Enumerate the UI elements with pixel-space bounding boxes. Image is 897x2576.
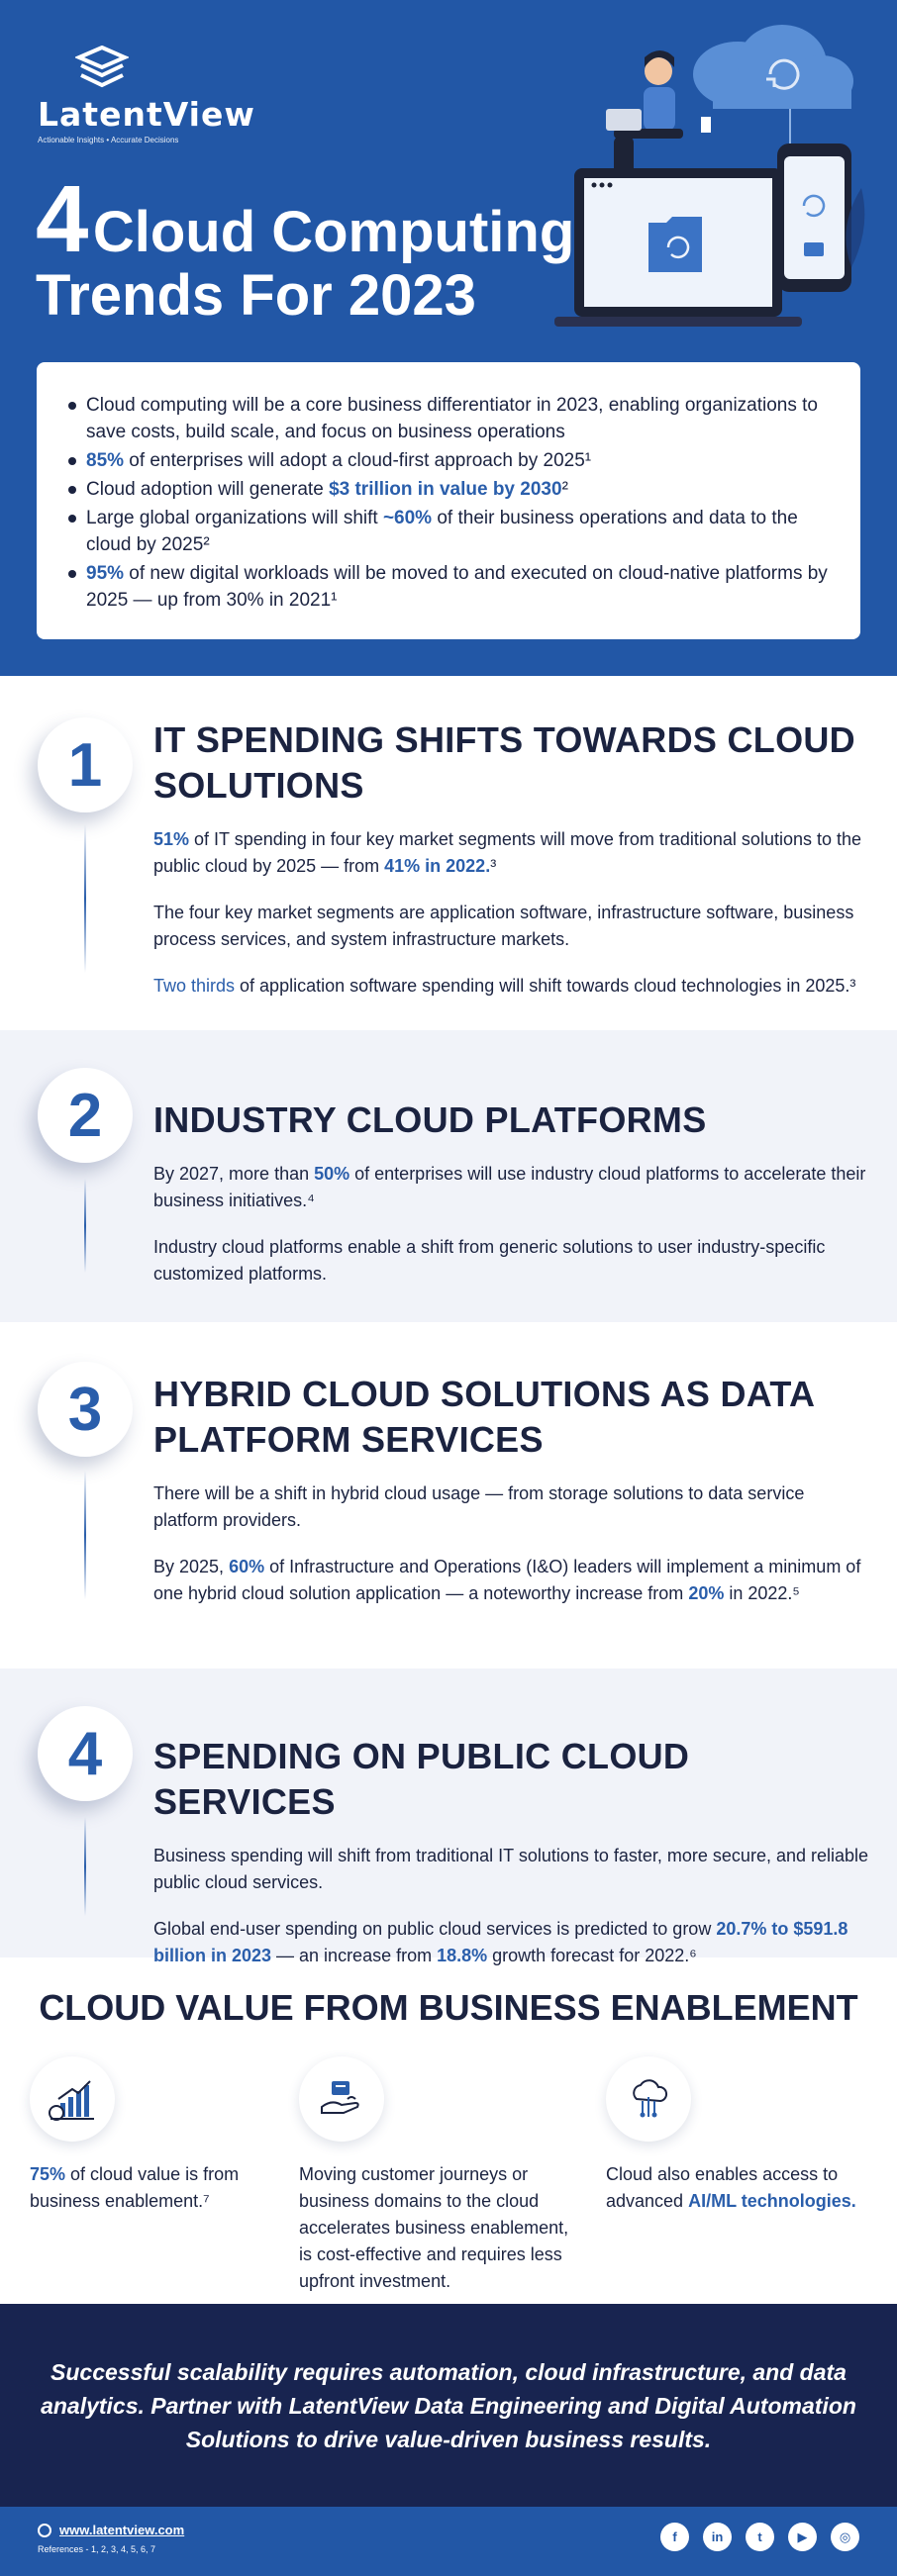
cloud-network-icon: [606, 2056, 691, 2142]
section-title: INDUSTRY CLOUD PLATFORMS: [153, 1099, 707, 1140]
section-paragraph: Global end-user spending on public cloud services is predicted to grow 20.7% to $591.8 billion in 2023 — an increase from 18.8% growth forecast for 2022.⁶: [153, 1919, 848, 1965]
brand-logo[interactable]: [38, 46, 255, 144]
section-number-badge: 4: [38, 1706, 133, 1801]
section-paragraph: 51% of IT spending in four key market segments will move from traditional solutions to the public cloud by 2025 — from 41% in 2022.³: [153, 829, 862, 876]
cloud-value-section: [0, 1957, 897, 2304]
key-stats-box: [37, 362, 860, 639]
youtube-icon[interactable]: ▶: [788, 2523, 817, 2551]
stat-bullet: Cloud computing will be a core business differentiator in 2023, enabling organizations to save costs, build scale, and focus on business operations: [66, 392, 831, 445]
bar-chart-coin-icon: [30, 2056, 115, 2142]
trend-section-2: [0, 1030, 897, 1322]
cloud-value-text: 75% of cloud value is from business enablement.⁷: [30, 2164, 240, 2211]
instagram-icon[interactable]: ◎: [831, 2523, 859, 2551]
section-title: HYBRID CLOUD SOLUTIONS AS DATA PLATFORM SERVICES: [153, 1374, 814, 1460]
references[interactable]: References - 1, 2, 3, 4, 5, 6, 7: [38, 2544, 156, 2554]
section-divider-line: [84, 824, 86, 973]
section-paragraph: Two thirds of application software spending will shift towards cloud technologies in 2025.³: [153, 976, 856, 996]
stat-bullet: Large global organizations will shift ~60% of their business operations and data to the cloud by 2025²: [66, 505, 831, 558]
title-line-1: Cloud Computing: [92, 200, 575, 264]
hero-section: [0, 0, 897, 676]
cloud-value-item: [606, 2056, 873, 2215]
twitter-icon[interactable]: t: [746, 2523, 774, 2551]
cloud-value-text: Cloud also enables access to advanced AI/ML technologies.: [606, 2164, 856, 2211]
phone-icon: [777, 143, 851, 292]
section-title: SPENDING ON PUBLIC CLOUD SERVICES: [153, 1736, 690, 1822]
facebook-icon[interactable]: f: [660, 2523, 689, 2551]
section-paragraph: The four key market segments are application software, infrastructure software, business process services, and system infrastructure markets.: [153, 903, 854, 949]
page-title: [36, 166, 575, 328]
section-number-badge: 1: [38, 717, 133, 812]
social-links: [660, 2523, 859, 2551]
linkedin-icon[interactable]: in: [703, 2523, 732, 2551]
cloud-value-item: [299, 2056, 586, 2295]
cta-text: Successful scalability requires automation, cloud infrastructure, and data analytics. Partner with LatentView Data Engineering and Digital Automation Solutions to drive value-driven business results.: [41, 2358, 856, 2452]
stat-bullet: 95% of new digital workloads will be moved to and executed on cloud-native platforms by 2025 — up from 30% in 2021¹: [66, 560, 831, 614]
stat-bullet: Cloud adoption will generate $3 trillion in value by 2030²: [66, 476, 831, 503]
laptop-icon: [554, 168, 802, 327]
trend-section-3: [0, 1322, 897, 1669]
cloud-value-text: Moving customer journeys or business domains to the cloud accelerates business enablement, is cost-effective and requires less upfront investment.: [299, 2164, 569, 2291]
section-paragraph: Business spending will shift from traditional IT solutions to faster, more secure, and reliable public cloud services.: [153, 1846, 869, 1892]
section-title: IT SPENDING SHIFTS TOWARDS CLOUD SOLUTIONS: [153, 719, 855, 806]
footer: [0, 2507, 897, 2576]
section-divider-line: [84, 1179, 86, 1273]
section-number-badge: 2: [38, 1068, 133, 1163]
stat-bullet: 85% of enterprises will adopt a cloud-first approach by 2025¹: [66, 447, 831, 474]
trend-section-4: [0, 1669, 897, 1965]
title-number: 4: [36, 166, 89, 272]
globe-icon: [38, 2524, 51, 2537]
cloud-value-title: CLOUD VALUE FROM BUSINESS ENABLEMENT: [39, 1987, 858, 2028]
section-number-badge: 3: [38, 1362, 133, 1457]
cloud-value-item: [30, 2056, 277, 2215]
logo-mark-icon: [75, 46, 129, 89]
hand-journey-icon: [299, 2056, 384, 2142]
section-divider-line: [84, 1471, 86, 1599]
brand-tagline: Actionable Insights • Accurate Decisions: [38, 136, 179, 144]
website-link[interactable]: [38, 2523, 184, 2537]
cloud-sync-icon: [693, 25, 853, 109]
cloud-computing-illustration: [554, 20, 891, 346]
brand-name: LatentView: [38, 95, 255, 134]
section-paragraph: There will be a shift in hybrid cloud usage — from storage solutions to data service platform providers.: [153, 1483, 805, 1530]
cta-banner: [0, 2304, 897, 2507]
section-divider-line: [84, 1817, 86, 1916]
section-paragraph: By 2025, 60% of Infrastructure and Operations (I&O) leaders will implement a minimum of one hybrid cloud solution application — a noteworthy increase from 20% in 2022.⁵: [153, 1557, 861, 1603]
website-url[interactable]: www.latentview.com: [59, 2523, 185, 2537]
section-paragraph: By 2027, more than 50% of enterprises will use industry cloud platforms to accelerate their business initiatives.⁴: [153, 1164, 866, 1210]
trend-section-1: [0, 676, 897, 1030]
section-paragraph: Industry cloud platforms enable a shift from generic solutions to user industry-specific customized platforms.: [153, 1237, 826, 1284]
title-line-2: Trends For 2023: [36, 262, 476, 328]
